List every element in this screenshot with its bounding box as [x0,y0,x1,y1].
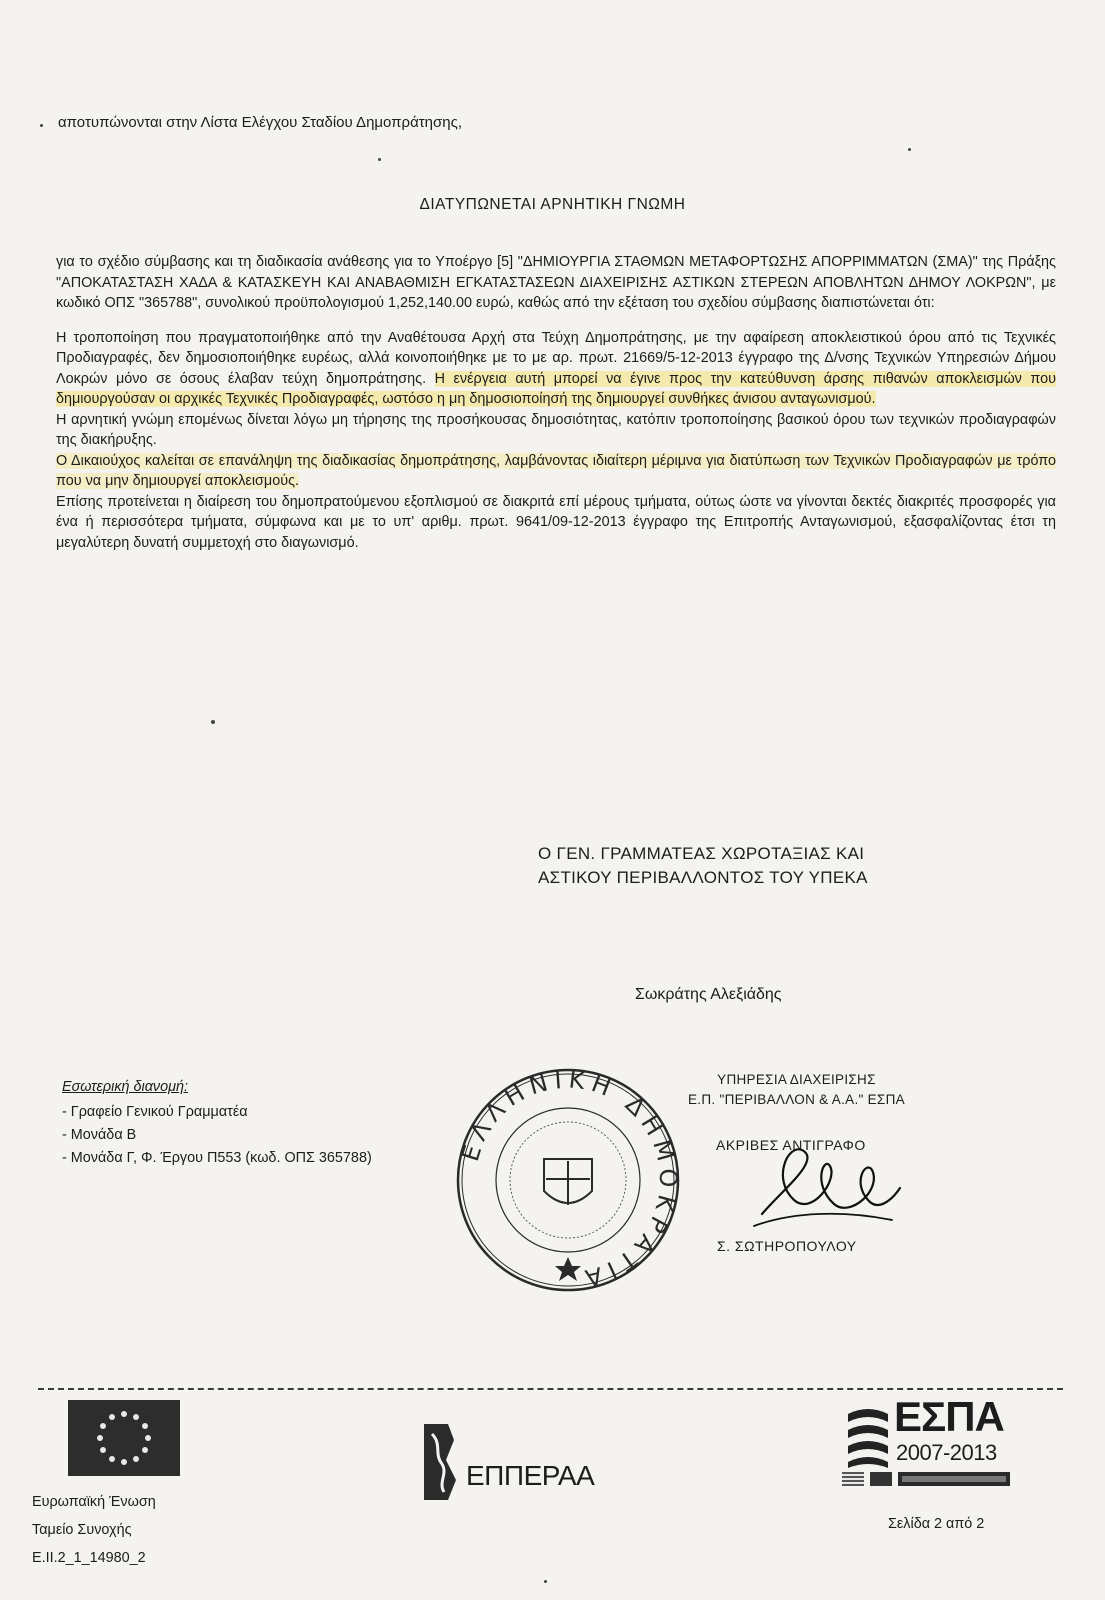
eu-flag-icon [68,1400,180,1476]
findings-plain-text: Η τροποποίηση που πραγματοποιήθηκε από την Αναθέτουσα Αρχή στα Τεύχη Δημοπράτησης, με την αφαίρεση αποκλειστικού όρου από τις Τεχνικές Προδιαγραφές, δεν δημοσιοποιήθηκε ευρέως, αλλά κοινοποιήθηκε με το με αρ. πρωτ. 21669/5-12-2013 έγγραφο της Δ/νσης Τεχνικών Υπηρεσιών Δήμου Λοκρών μόνο σε όσους έλαβαν τεύχη δημοπράτησης. [56,329,1056,387]
page-number: Σελίδα 2 από 2 [888,1516,985,1532]
espa-flags-strip-icon [842,1472,1010,1486]
paragraph-request [56,451,1056,492]
document-heading: ΔΙΑΤΥΠΩΝΕΤΑΙ ΑΡΝΗΤΙΚΗ ΓΝΩΜΗ [419,196,686,213]
scan-speck [378,158,381,161]
paragraph-subject: για το σχέδιο σύμβασης και τη διαδικασία ανάθεσης για το Υποέργο [5] "ΔΗΜΙΟΥΡΓΙΑ ΣΤΑΘΜΩΝ ΜΕΤΑΦΟΡΤΩΣΗΣ ΑΠΟΡΡΙΜΜΑΤΩΝ (ΣΜΑ)" της Πράξης "ΑΠΟΚΑΤΑΣΤΑΣΗ ΧΑΔΑ & ΚΑΤΑΣΚΕΥΗ ΚΑΙ ΑΝΑΒΑΘΜΙΣΗ ΕΓΚΑΤΑΣΤΑΣΕΩΝ ΔΙΑΧΕΙΡΙΣΗΣ ΑΣΤΙΚΩΝ ΣΤΕΡΕΩΝ ΑΠΟΒΛΗΤΩΝ ΔΗΜΟΥ ΛΟΚΡΩΝ", με κωδικό ΟΠΣ "365788", συνολικού προϋπολογισμού 1,252,140.00 ευρώ, καθώς από την εξέταση του σχεδίου σύμβασης διαπιστώνεται ότι: [56,254,1056,311]
scan-speck [908,148,911,151]
document-code: Ε.ΙΙ.2_1_14980_2 [32,1550,146,1566]
espa-logo-icon [844,1400,892,1470]
distribution-item: - Γραφείο Γενικού Γραμματέα [62,1101,372,1124]
managing-authority [688,1070,905,1110]
findings-highlighted-text: Η ενέργεια αυτή μπορεί να έγινε προς την κατεύθυνση άρσης πιθανών αποκλεισμών που δημιουργούσαν οι αρχικές Τεχνικές Προδιαγραφές, ωστόσο η μη δημοσιοποίησή της δημιουργεί συνθήκες άνισου ανταγωνισμού. [56,370,1056,407]
service-line-2: Ε.Π. "ΠΕΡΙΒΑΛΛΟΝ & Α.Α." ΕΣΠΑ [688,1092,905,1107]
certified-copy-label: ΑΚΡΙΒΕΣ ΑΝΤΙΓΡΑΦΟ [716,1137,866,1153]
espa-label: ΕΣΠΑ [894,1393,1004,1440]
espa-years: 2007-2013 [896,1440,997,1465]
distribution-list [62,1101,372,1170]
paragraph-findings [56,328,1056,410]
distribution-item: - Μονάδα Β [62,1124,372,1147]
intro-line: αποτυπώνονται στην Λίστα Ελέγχου Σταδίου Δημοπράτησης, [58,114,463,131]
request-text: Ο Δικαιούχος καλείται σε επανάληψη της διαδικασίας δημοπράτησης, λαμβάνοντας ιδιαίτερη μέριμνα για διατύπωση των Τεχνικών Προδιαγραφών με τρόπο που να μην δημιουργεί αποκλεισμούς. [56,452,1056,489]
signer-name: Σωκράτης Αλεξιάδης [635,986,782,1003]
distribution-item: - Μονάδα Γ, Φ. Έργου Π553 (κωδ. ΟΠΣ 365788) [62,1147,372,1170]
stamp-text: ΕΛΛΗΝΙΚΗ ΔΗΜΟΚΡΑΤΙΑ [456,1065,683,1294]
epperaa-logo-icon [418,1420,462,1502]
copy-signer-name: Σ. ΣΩΤΗΡΟΠΟΥΛΟΥ [717,1238,857,1254]
paragraph-reason: Η αρνητική γνώμη επομένως δίνεται λόγω μη τήρησης της προσήκουσας δημοσιότητας, κατόπιν τροποποίησης βασικού όρου των τεχνικών προδιαγραφών της διακήρυξης. [56,411,1056,448]
paragraph-proposal: Επίσης προτείνεται η διαίρεση του δημοπρατούμενου εξοπλισμού σε διακριτά επί μέρους τμήματα, ούτως ώστε να γίνονται δεκτές διακριτές προσφορές για ένα ή περισσότερα τμήματα, σύμφωνα και με το υπ' αριθμ. πρωτ. 9641/09-12-2013 έγγραφο της Επιτροπής Ανταγωνισμού, εξασφαλίζοντας έτσι τη μεγαλύτερη δυνατή συμμετοχή στο διαγωνισμό. [56,493,1056,551]
official-stamp [448,1055,688,1305]
footer-divider [38,1388,1063,1390]
document-body [56,252,1056,553]
eu-union-label: Ευρωπαϊκή Ένωση [32,1494,156,1510]
epperaa-label: ΕΠΠΕΡΑΑ [466,1460,595,1491]
footer-eu-block [32,1488,156,1572]
distribution-title: Εσωτερική διανομή: [62,1079,188,1095]
scan-speck [40,124,43,127]
internal-distribution [62,1076,372,1170]
cohesion-fund-label: Ταμείο Συνοχής [32,1522,132,1538]
service-line-1: ΥΠΗΡΕΣΙΑ ΔΙΑΧΕΙΡΙΣΗΣ [717,1072,876,1087]
signatory-line-2: ΑΣΤΙΚΟΥ ΠΕΡΙΒΑΛΛΟΝΤΟΣ ΤΟΥ ΥΠΕΚΑ [538,868,868,887]
scan-speck [211,720,215,724]
handwritten-signature [742,1130,912,1240]
signatory-line-1: Ο ΓΕΝ. ΓΡΑΜΜΑΤΕΑΣ ΧΩΡΟΤΑΞΙΑΣ ΚΑΙ [538,844,865,863]
signatory-title [538,842,868,890]
scan-speck [544,1580,547,1583]
